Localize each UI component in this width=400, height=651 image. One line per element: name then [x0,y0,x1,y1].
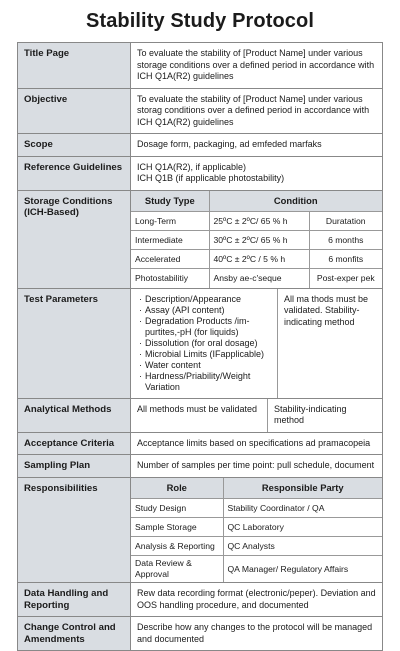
storage-study-type: Intermediate [131,231,209,250]
responsibility-party: QC Laboratory [223,518,382,537]
analytical-methods-text: Stability-indicating method [267,399,376,432]
storage-duration: 6 monfits [309,250,382,269]
storage-study-type: Accelerated [131,250,209,269]
responsibilities-label: Responsibilities [18,477,131,583]
row-sampling-plan [18,455,383,478]
change-control-label: Change Control and Amendments [18,617,131,651]
test-parameters-list [137,294,277,393]
responsibility-role: Analysis & Reporting [131,537,223,556]
storage-duration: 6 months [309,231,382,250]
storage-study-type: Long-Term [131,212,209,231]
acceptance-criteria-value: Acceptance limits based on specifications ad pramacopeia [131,432,383,455]
reference-guidelines-label: Reference Guidelines [18,156,131,190]
storage-conditions-table [131,191,382,288]
row-reference-guidelines [18,156,383,190]
row-responsibilities [18,477,383,583]
responsibilities-cell [131,477,383,583]
reference-guideline-line: ICH Q1B (if applicable photostability) [137,173,285,183]
row-acceptance-criteria [18,432,383,455]
test-parameters-label: Test Parameters [18,288,131,398]
sampling-plan-value: Number of samples per time point: pull schedule, document [131,455,383,478]
row-test-parameters [18,288,383,398]
document-title: Stability Study Protocol [86,10,314,32]
storage-row [131,250,382,269]
reference-guideline-line: ICH Q1A(R2), if applicable) [137,161,247,172]
title-page-value: To evaluate the stability of [Product Name] under various storage conditions over a defined period in accordance with ICH Q1A(R2) guidelines [131,43,383,89]
responsibilities-header-party: Responsible Party [223,478,382,499]
protocol-table [17,42,383,651]
list-item: · Microbial Limits (IFapplicable) [137,349,273,360]
storage-row [131,269,382,288]
storage-row [131,212,382,231]
list-item: · Degradation Products /im- purtites,-pH (for liquids) [137,316,273,338]
responsibility-role: Data Review & Approval [131,556,223,583]
row-scope [18,134,383,157]
list-item: · Dissolution (for oral dosage) [137,338,273,349]
scope-label: Scope [18,134,131,157]
acceptance-criteria-label: Acceptance Criteria [18,432,131,455]
title-page-label: Title Page [18,43,131,89]
responsibilities-header-role: Role [131,478,223,499]
storage-condition: Ansby ae-c'seque [209,269,309,288]
row-analytical-methods [18,398,383,432]
responsibility-row [131,556,382,583]
responsibility-row [131,499,382,518]
responsibility-party: QA Manager/ Regulatory Affairs [223,556,382,583]
test-parameters-note: All ma thods must be validated. Stability-indicating method [277,289,376,398]
scope-value: Dosage form, packaging, ad emfeded marfaks [131,134,383,157]
row-title-page [18,43,383,89]
analytical-methods-text: All methods must be validated [137,403,258,414]
change-control-value: Describe how any changes to the protocol will be managed and documented [131,617,383,651]
responsibilities-table [131,478,382,583]
data-handling-label: Data Handling and Reporting [18,583,131,617]
objective-label: Objective [18,88,131,134]
storage-condition: 25ºC ± 2ºC/ 65 % h [209,212,309,231]
list-item: · Assay (API content) [137,305,273,316]
storage-condition: 30ºC ± 2ºC/ 65 % h [209,231,309,250]
list-item: · Water content [137,360,273,371]
objective-value: To evaluate the stability of [Product Name] under various storag conditions over a defined period in accordance with ICH Q1A(R2) guidelines [131,88,383,134]
responsibilities-header-row [131,478,382,499]
storage-header-row [131,191,382,212]
list-item: · Description/Appearance [137,294,273,305]
row-objective [18,88,383,134]
responsibility-row [131,537,382,556]
row-storage-conditions [18,190,383,288]
sampling-plan-label: Sampling Plan [18,455,131,478]
data-handling-value: Rew data recording format (electronic/peper). Deviation and OOS handling procedure, and documented [131,583,383,617]
responsibility-role: Study Design [131,499,223,518]
storage-duration: Duratation [309,212,382,231]
responsibility-role: Sample Storage [131,518,223,537]
storage-condition: 40ºC ± 2ºC / 5 % h [209,250,309,269]
reference-guidelines-value [131,156,383,190]
responsibility-row [131,518,382,537]
storage-duration: Post-exper pek [309,269,382,288]
responsibility-party: QC Analysts [223,537,382,556]
analytical-methods-label: Analytical Methods [18,398,131,432]
storage-conditions-cell [131,190,383,288]
test-parameters-value [131,288,383,398]
row-change-control [18,617,383,651]
list-item: · Hardness/Priability/Weight Variation [137,371,273,393]
storage-conditions-label: Storage Conditions (ICH-Based) [18,190,131,288]
storage-row [131,231,382,250]
storage-header-condition: Condition [209,191,382,212]
responsibility-party: Stability Coordinator / QA [223,499,382,518]
storage-header-study-type: Study Type [131,191,209,212]
analytical-methods-value [131,398,383,432]
storage-study-type: Photostabilitiy [131,269,209,288]
